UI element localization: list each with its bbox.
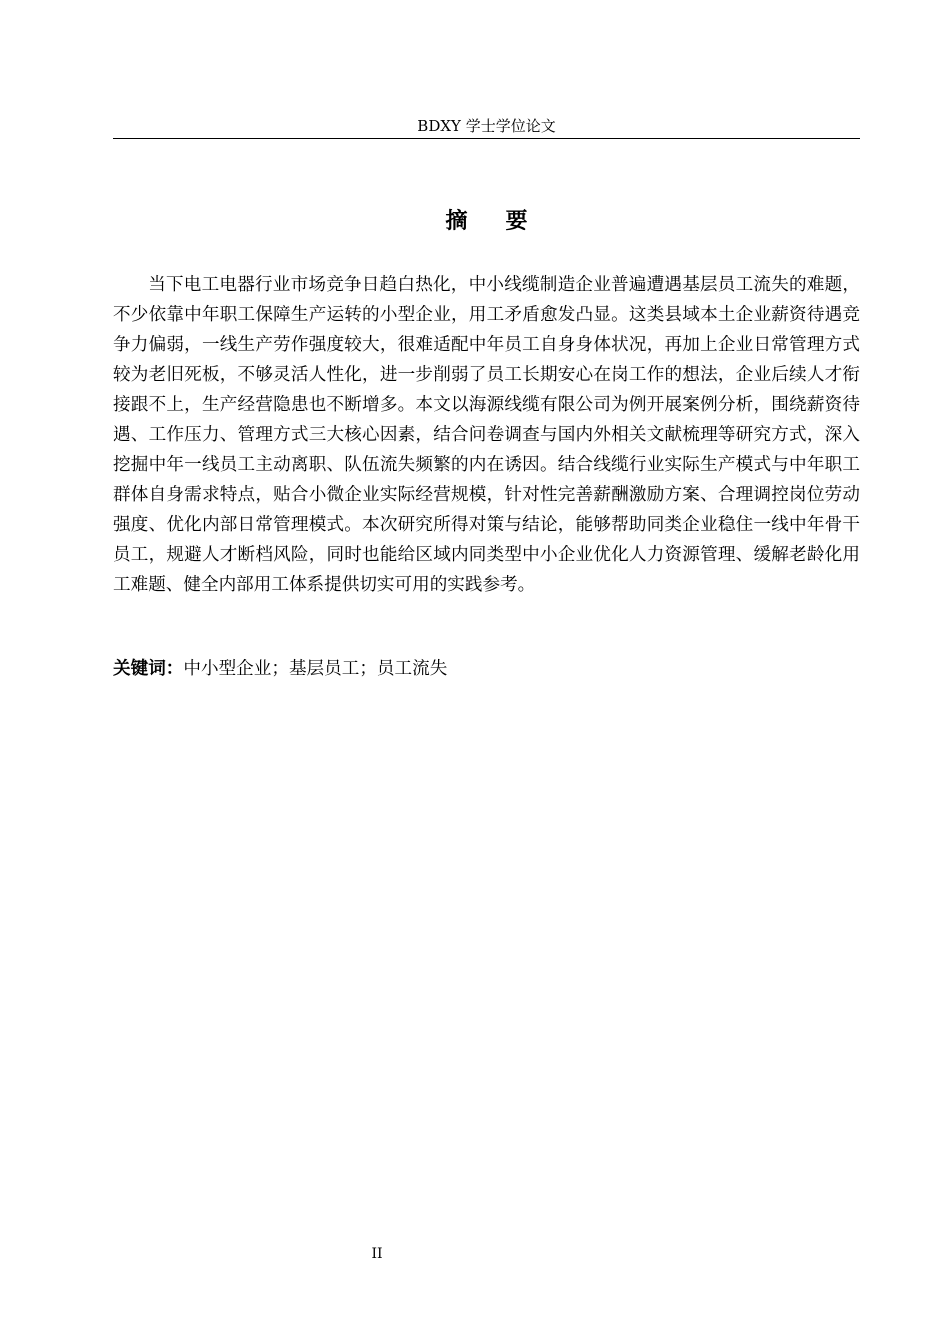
keywords-label: 关键词： — [113, 659, 184, 679]
keywords-list: 中小型企业；基层员工；员工流失 — [183, 659, 448, 679]
abstract-title: 摘要 — [445, 209, 566, 234]
page-number: II — [371, 1246, 383, 1262]
keywords-line — [113, 654, 860, 684]
running-header: BDXY 学士学位论文 — [417, 117, 556, 135]
abstract-body: 当下电工电器行业市场竞争日趋白热化，中小线缆制造企业普遍遭遇基层员工流失的难题，不少依靠中年职工保障生产运转的小型企业，用工矛盾愈发凸显。这类县域本土企业薪资待遇竞争力偏弱，一线生产劳作强度较大，很难适配中年员工自身身体状况，再加上企业日常管理方式较为老旧死板，不够灵活人性化，进一步削弱了员工长期安心在岗工作的想法，企业后续人才衔接跟不上，生产经营隐患也不断增多。本文以海源线缆有限公司为例开展案例分析，围绕薪资待遇、工作压力、管理方式三大核心因素，结合问卷调查与国内外相关文献梳理等研究方式，深入挖掘中年一线员工主动离职、队伍流失频繁的内在诱因。结合线缆行业实际生产模式与中年职工群体自身需求特点，贴合小微企业实际经营规模，针对性完善薪酬激励方案、合理调控岗位劳动强度、优化内部日常管理模式。本次研究所得对策与结论，能够帮助同类企业稳住一线中年骨干员工，规避人才断档风险，同时也能给区域内同类型中小企业优化人力资源管理、缓解老龄化用工难题、健全内部用工体系提供切实可用的实践参考。 — [113, 275, 860, 595]
header-divider — [113, 138, 860, 139]
